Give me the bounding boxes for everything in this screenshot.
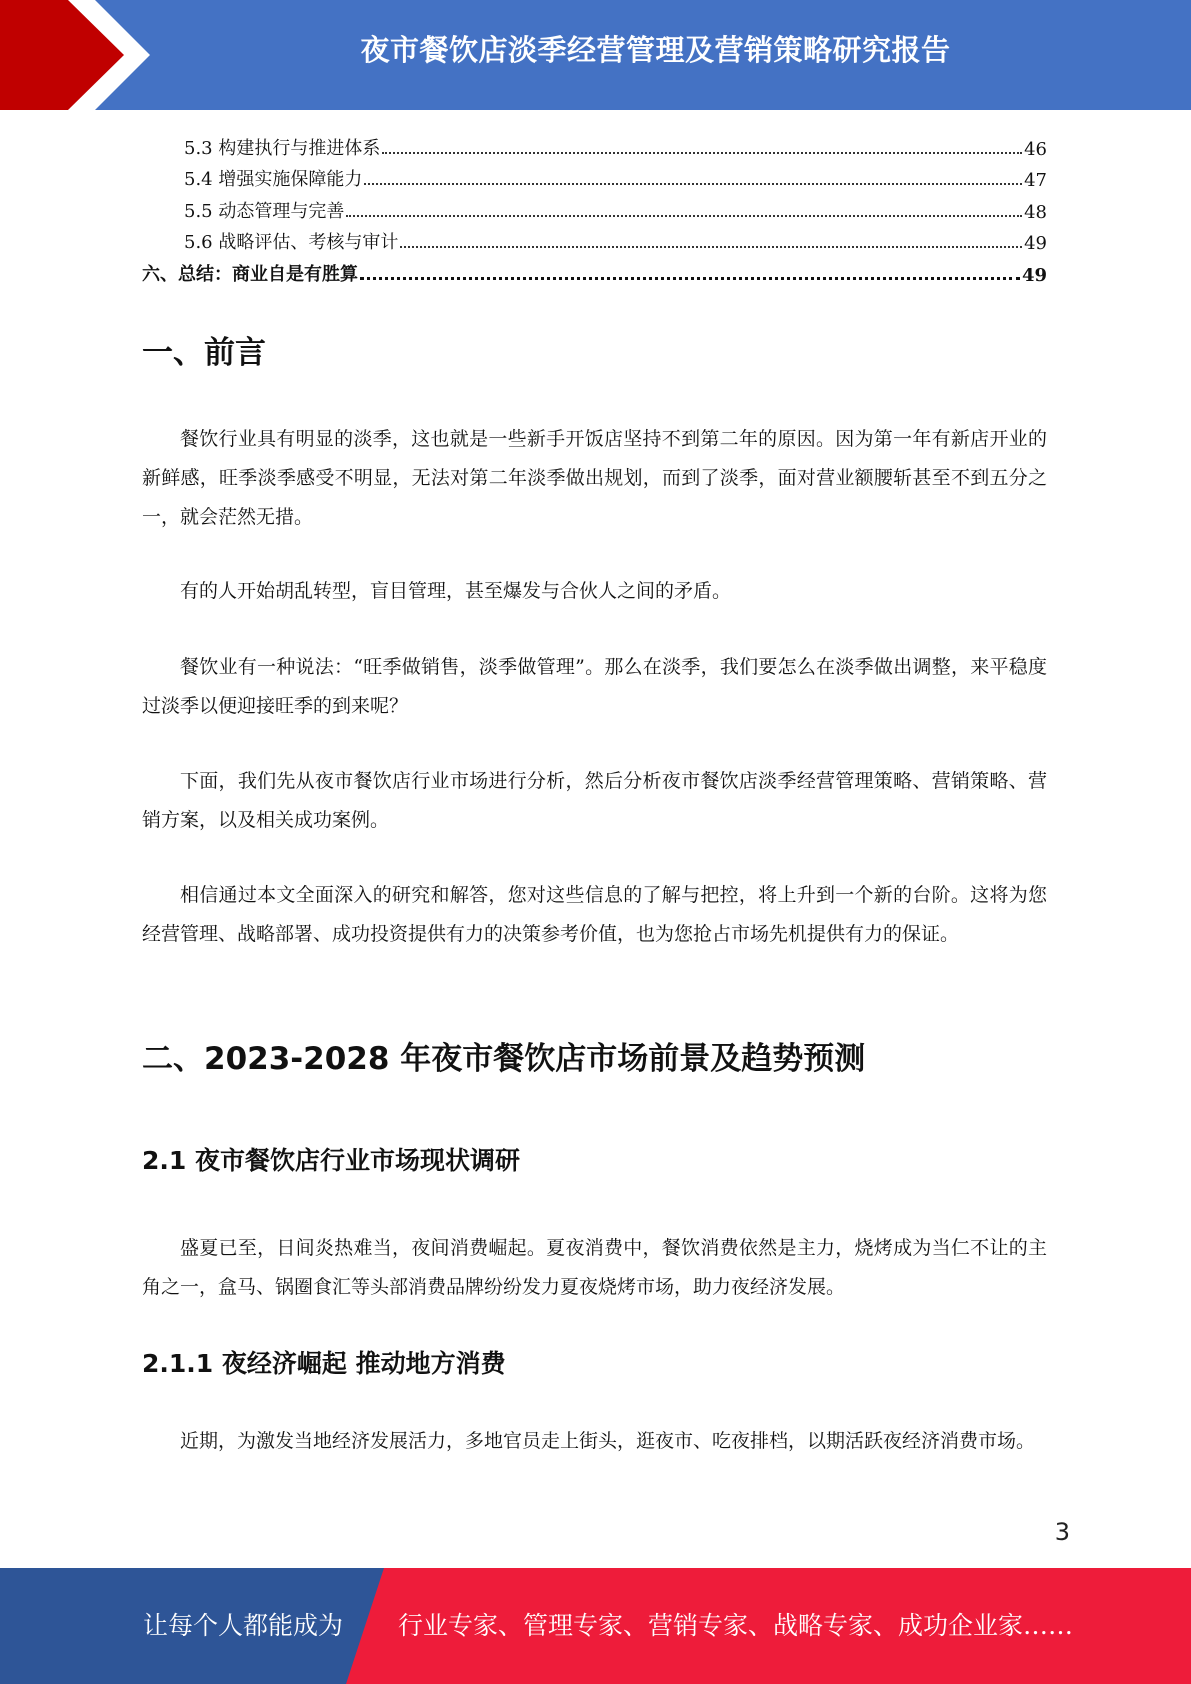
toc-entry-label: 六、总结：商业自是有胜算 <box>142 263 358 285</box>
toc-entry-label: 5.5 动态管理与完善 <box>184 200 345 222</box>
preface-heading: 一、前言 <box>142 335 266 371</box>
toc-leader <box>360 277 1020 280</box>
section-2-1-heading: 2.1 夜市餐饮店行业市场现状调研 <box>142 1146 520 1175</box>
section-2-1-1-paragraph: 近期，为激发当地经济发展活力，多地官员走上街头，逛夜市、吃夜排档，以期活跃夜经济消费市场。 <box>180 1430 1036 1452</box>
page-number: 3 <box>1054 1518 1070 1546</box>
toc-entry-page: 46 <box>1024 138 1047 160</box>
page-header <box>0 0 1191 110</box>
toc-entry-label: 5.4 增强实施保障能力 <box>184 169 363 190</box>
toc-leader <box>346 215 1022 217</box>
toc-leader <box>382 152 1022 154</box>
footer-slogan-left: 让每个人都能成为 <box>143 1611 344 1640</box>
toc-entry[interactable] <box>142 254 1047 286</box>
toc-entry[interactable] <box>142 223 1047 255</box>
toc-entry-page: 48 <box>1024 201 1047 223</box>
page-footer <box>0 1568 1191 1684</box>
report-title: 夜市餐饮店淡季经营管理及营销策略研究报告 <box>360 33 951 67</box>
section-2-1-1-heading: 2.1.1 夜经济崛起 推动地方消费 <box>142 1349 506 1378</box>
toc-entry-label: 5.6 战略评估、考核与审计 <box>184 232 399 253</box>
preface-paragraph-3: 餐饮业有一种说法：“旺季做销售，淡季做管理”。那么在淡季，我们要怎么在淡季做出调整，来平稳度过淡季以便迎接旺季的到来呢？ <box>142 656 1047 717</box>
table-of-contents <box>142 128 1047 286</box>
toc-entry-page: 49 <box>1021 264 1047 286</box>
toc-entry[interactable] <box>142 191 1047 223</box>
toc-entry-page: 49 <box>1024 233 1047 254</box>
section-2-1-paragraph: 盛夏已至，日间炎热难当，夜间消费崛起。夏夜消费中，餐饮消费依然是主力，烧烤成为当仁不让的主角之一，盒马、锅圈食汇等头部消费品牌纷纷发力夏夜烧烤市场，助力夜经济发展。 <box>142 1237 1047 1298</box>
preface-paragraph-5: 相信通过本文全面深入的研究和解答，您对这些信息的了解与把控，将上升到一个新的台阶。这将为您经营管理、战略部署、成功投资提供有力的决策参考价值，也为您抢占市场先机提供有力的保证。 <box>142 884 1047 945</box>
toc-entry-page: 47 <box>1024 170 1047 191</box>
toc-entry[interactable] <box>142 128 1047 160</box>
footer-slogan-right: 行业专家、管理专家、营销专家、战略专家、成功企业家…… <box>398 1611 1074 1640</box>
preface-paragraph-1: 餐饮行业具有明显的淡季，这也就是一些新手开饭店坚持不到第二年的原因。因为第一年有新店开业的新鲜感，旺季淡季感受不明显，无法对第二年淡季做出规划，而到了淡季，面对营业额腰斩甚至不到五分之一，就会茫然无措。 <box>142 428 1047 528</box>
forecast-heading: 二、2023-2028 年夜市餐饮店市场前景及趋势预测 <box>142 1041 866 1077</box>
preface-paragraph-2: 有的人开始胡乱转型，盲目管理，甚至爆发与合伙人之间的矛盾。 <box>180 580 732 602</box>
toc-leader <box>364 183 1022 185</box>
toc-entry-label: 5.3 构建执行与推进体系 <box>184 137 381 159</box>
toc-leader <box>400 246 1022 248</box>
preface-paragraph-4: 下面，我们先从夜市餐饮店行业市场进行分析，然后分析夜市餐饮店淡季经营管理策略、营销策略、营销方案，以及相关成功案例。 <box>142 770 1047 831</box>
toc-entry[interactable] <box>142 160 1047 192</box>
